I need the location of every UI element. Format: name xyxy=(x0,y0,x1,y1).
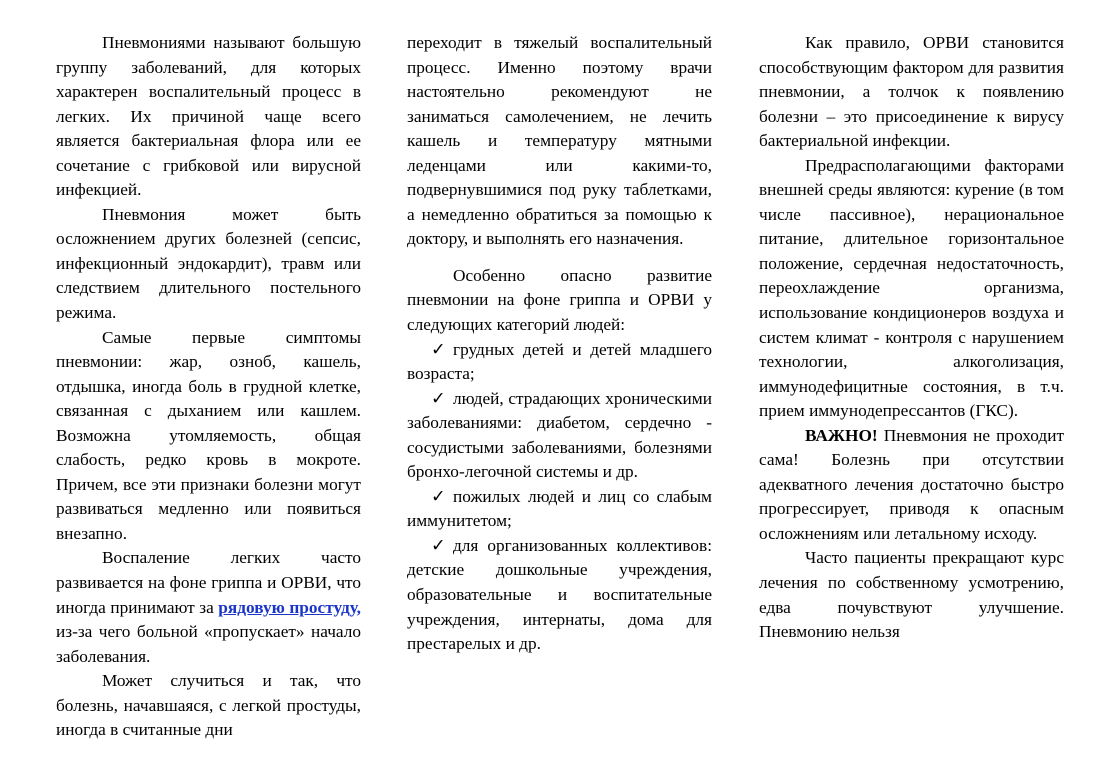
checkmark-icon: ✓ xyxy=(431,339,446,359)
paragraph-progression: Может случиться и так, что болезнь, начавшаяся, с легкой простуды, иногда в считанные дни xyxy=(56,671,361,740)
important-label: ВАЖНО! xyxy=(805,425,878,445)
list-item xyxy=(407,387,712,485)
text-segment: Пневмония не проходит сама! Болезнь при отсутствии адекватного лечения достаточно быстро прогрессирует, приводя к опасным осложнениям или летальному исходу. xyxy=(759,425,1064,543)
paragraph-complication: Пневмония может быть осложнением других болезней (сепсис, инфекционный эндокардит), травм или следствием длительного постельного режима. xyxy=(56,204,361,323)
paragraph-flu-context xyxy=(56,546,361,669)
list-item xyxy=(407,485,712,534)
list-item-text: для организованных коллективов: детские дошкольные учреждения, образовательные и воспитательные учреждения, интернаты, дома для престарелых и др. xyxy=(407,535,712,654)
checkmark-icon: ✓ xyxy=(431,535,446,555)
paragraph-definition: Пневмониями называют большую группу заболеваний, для которых характерен воспалительный процесс в легких. Их причиной чаще всего является бактериальная флора или ее сочетание с грибковой или вирусной инфекцией. xyxy=(56,33,361,200)
list-item-text: грудных детей и детей младшего возраста; xyxy=(407,339,712,384)
text-segment: Воспаление легких часто развивается на фоне гриппа и ОРВИ, что иногда принимают за xyxy=(56,548,361,617)
checkmark-icon: ✓ xyxy=(431,486,446,506)
paragraph-stopping-treatment: Часто пациенты прекращают курс лечения по собственному усмотрению, едва почувствуют улучшение. Пневмонию нельзя xyxy=(759,548,1064,642)
paragraph-predisposing-factors: Предрасполагающими факторами внешней среды являются: курение (в том числе пассивное), нерациональное питание, длительное горизонтальное положение, сердечная недостаточность, переохлаждение организма, использование кондиционеров воздуха и систем климат - контроля с нарушением технологии, алкоголизация, иммунодефицитные состояния, в т.ч. прием иммунодепрессантов (ГКС). xyxy=(759,155,1064,421)
list-item-text: людей, страдающих хроническими заболеваниями: диабетом, сердечно - сосудистыми заболеваниями, болезнями бронхо-легочной системы и др. xyxy=(407,388,712,482)
common-cold-link[interactable]: рядовую простуду, xyxy=(218,597,361,617)
list-item-text: пожилых людей и лиц со слабым иммунитетом; xyxy=(407,486,712,531)
paragraph-important xyxy=(759,424,1064,547)
paragraph-symptoms: Самые первые симптомы пневмонии: жар, озноб, кашель, отдышка, иногда боль в грудной клетке, связанная с дыханием или кашлем. Возможна утомляемость, общая слабость, редко кровь в мокроте. Причем, все эти признаки болезни могут развиваться медленно или появиться внезапно. xyxy=(56,327,361,543)
paragraph-risk-groups: Особенно опасно развитие пневмонии на фоне гриппа и ОРВИ у следующих категорий людей: xyxy=(407,265,712,335)
column-1 xyxy=(56,31,361,743)
column-2 xyxy=(407,31,712,657)
paragraph-self-treatment: переходит в тяжелый воспалительный процесс. Именно поэтому врачи настоятельно рекомендуют не заниматься самолечением, не лечить кашель и температуру мятными леденцами или какими-то, подвернувшимися под руку таблетками, а немедленно обратиться за помощью к доктору, и выполнять его назначения. xyxy=(407,33,712,249)
column-3 xyxy=(759,31,1064,645)
list-item xyxy=(407,534,712,657)
text-segment: из-за чего больной «пропускает» начало заболевания. xyxy=(56,622,361,666)
checkmark-icon: ✓ xyxy=(431,388,446,408)
list-item xyxy=(407,338,712,387)
paragraph-orvi-factor: Как правило, ОРВИ становится способствующим фактором для развития пневмонии, а толчок к появлению болезни – это присоединение к вирусу бактериальной инфекции. xyxy=(759,33,1064,151)
